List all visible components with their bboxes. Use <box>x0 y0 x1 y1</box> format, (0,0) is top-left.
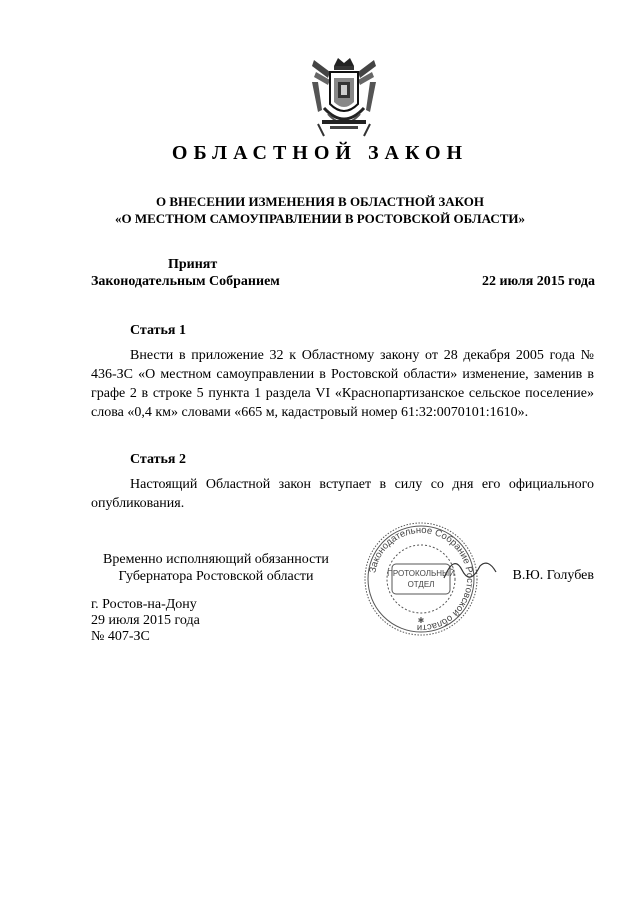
signature-mark <box>440 548 500 588</box>
stamp-ring-text: Законодательное Собрание Ростовской области <box>367 524 476 634</box>
signing-date: 29 июля 2015 года <box>91 613 200 628</box>
signatory-position-line-1: Временно исполняющий обязанности <box>103 552 329 567</box>
article-1-title: Статья 1 <box>130 323 186 338</box>
adopted-by: Законодательным Собранием <box>91 274 280 289</box>
subtitle-line-2: «О МЕСТНОМ САМОУПРАВЛЕНИИ В РОСТОВСКОЙ ОБЛАСТИ» <box>115 211 525 226</box>
subtitle-line-1: О ВНЕСЕНИИ ИЗМЕНЕНИЯ В ОБЛАСТНОЙ ЗАКОН <box>156 194 484 209</box>
signatory-position <box>91 551 341 585</box>
signatory-name: В.Ю. Голубев <box>512 568 594 583</box>
adopted-label: Принят <box>168 257 218 272</box>
place-city: г. Ростов-на-Дону <box>91 597 197 612</box>
law-number: № 407-ЗС <box>91 629 150 644</box>
article-2-title: Статья 2 <box>130 452 186 467</box>
adopted-date: 22 июля 2015 года <box>481 274 595 289</box>
document-title: ОБЛАСТНОЙ ЗАКОН <box>171 142 469 164</box>
stamp-center-line-2: ОТДЕЛ <box>407 580 435 589</box>
article-1-text: Внести в приложение 32 к Областному закону от 28 декабря 2005 года № 436-ЗС «О местном самоуправлении в Ростовской области» изменение, заменив в графе 2 в строке 5 пункта 1 раздела VI «Краснопартизанское сельское поселение» слова «0,4 км» словами «665 м, кадастровый номер 61:32:0070101:1610». <box>91 348 594 420</box>
place-and-date <box>91 597 200 645</box>
signatory-position-line-2: Губернатора Ростовской области <box>118 569 314 584</box>
document-subtitle <box>0 193 640 227</box>
stamp-center-line-1: ПРОТОКОЛЬНЫЙ <box>387 569 455 578</box>
stamp-star-icon: ✱ <box>417 616 425 625</box>
coat-of-arms-emblem <box>308 52 380 140</box>
article-2-text: Настоящий Областной закон вступает в силу со дня его официального опубликования. <box>91 477 594 511</box>
